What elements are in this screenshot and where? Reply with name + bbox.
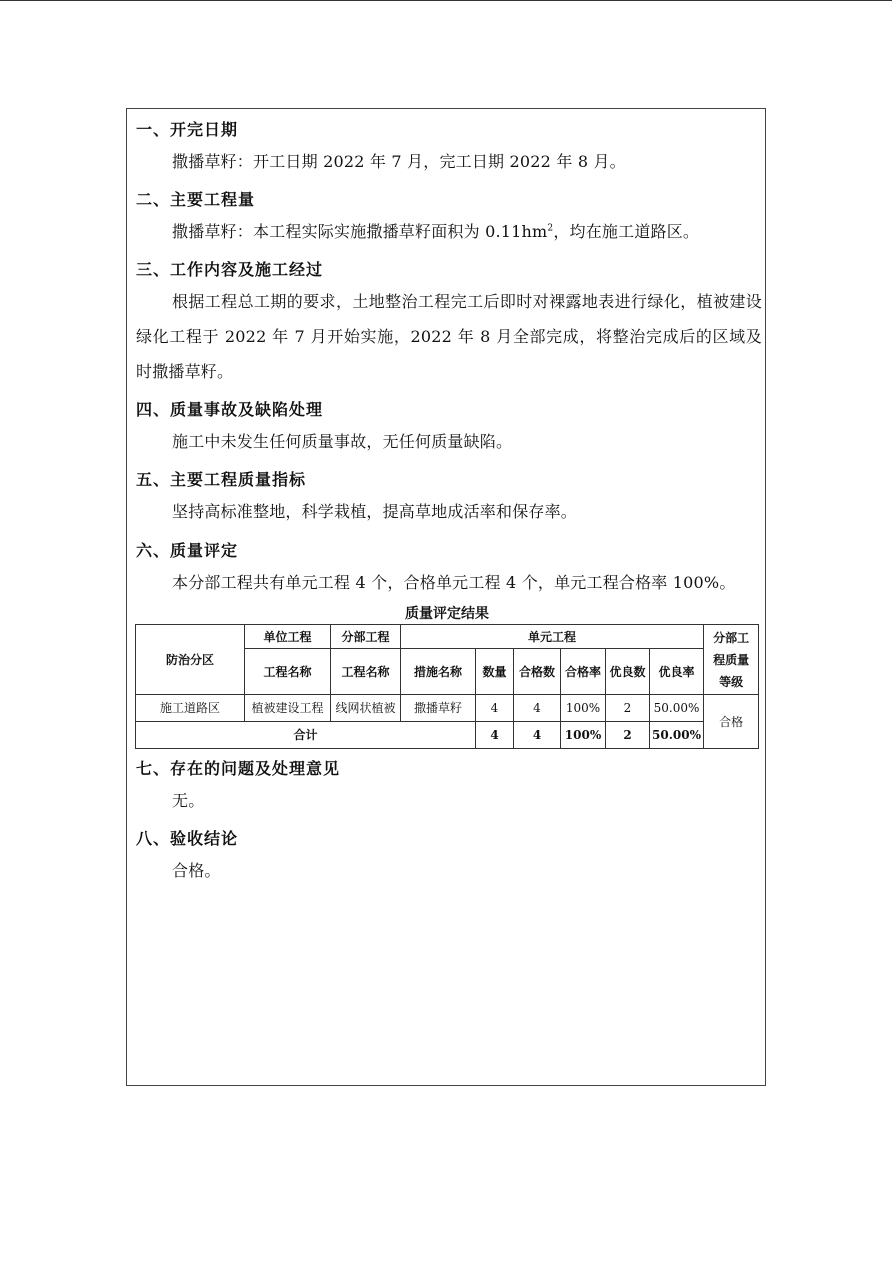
header-grade: 分部工程质量等级 [704, 625, 759, 695]
cell-excellent-rate: 50.00% [650, 695, 704, 722]
header-excellent-rate: 优良率 [650, 649, 704, 695]
section-text-process: 根据工程总工期的要求，土地整治工程完工后即时对裸露地表进行绿化，植被建设绿化工程于 2022 年 7 月开始实施，2022 年 8 月全部完成，将整治完成后的区域及时撒播草籽。 [136, 292, 762, 381]
section-text-issues: 无。 [172, 791, 205, 810]
header-project-name: 工程名称 [245, 649, 331, 695]
total-label: 合计 [136, 722, 476, 749]
quality-table [135, 624, 759, 749]
total-count: 4 [476, 722, 514, 749]
section-heading-quantity: 二、主要工程量 [136, 190, 256, 209]
section-heading-issues: 七、存在的问题及处理意见 [136, 759, 341, 778]
table-row [136, 695, 759, 722]
cell-measure: 撒播草籽 [401, 695, 476, 722]
total-excellent-rate: 50.00% [650, 722, 704, 749]
header-sub-name: 工程名称 [331, 649, 401, 695]
header-excellent: 优良数 [606, 649, 650, 695]
section-text-conclusion: 合格。 [172, 861, 221, 880]
quantity-sup: 2 [547, 223, 554, 234]
section-heading-defects: 四、质量事故及缺陷处理 [136, 400, 324, 419]
cell-project-name: 植被建设工程 [245, 695, 331, 722]
header-qualified-rate: 合格率 [561, 649, 606, 695]
section-text-quantity [136, 214, 762, 249]
cell-grade: 合格 [704, 695, 759, 749]
cell-qualified-rate: 100% [561, 695, 606, 722]
total-qualified: 4 [514, 722, 561, 749]
header-zone: 防治分区 [136, 625, 245, 695]
header-element-project: 单元工程 [401, 625, 704, 649]
section-text-indicators: 坚持高标准整地，科学栽植，提高草地成活率和保存率。 [172, 502, 578, 521]
cell-count: 4 [476, 695, 514, 722]
page-top-border [0, 0, 892, 1]
header-count: 数量 [476, 649, 514, 695]
header-measure: 措施名称 [401, 649, 476, 695]
total-excellent: 2 [606, 722, 650, 749]
table-header-row [136, 625, 759, 649]
cell-sub-name: 线网状植被 [331, 695, 401, 722]
header-unit-project: 单位工程 [245, 625, 331, 649]
section-heading-indicators: 五、主要工程质量指标 [136, 470, 307, 489]
header-sub-project: 分部工程 [331, 625, 401, 649]
section-text-dates: 撒播草籽：开工日期 2022 年 7 月，完工日期 2022 年 8 月。 [172, 152, 626, 171]
section-heading-process: 三、工作内容及施工经过 [136, 260, 324, 279]
section-text-evaluation: 本分部工程共有单元工程 4 个，合格单元工程 4 个，单元工程合格率 100%。 [172, 573, 736, 592]
cell-excellent: 2 [606, 695, 650, 722]
table-caption: 质量评定结果 [405, 606, 489, 622]
cell-qualified: 4 [514, 695, 561, 722]
section-heading-dates: 一、开完日期 [136, 120, 239, 139]
cell-zone: 施工道路区 [136, 695, 245, 722]
total-qualified-rate: 100% [561, 722, 606, 749]
section-heading-evaluation: 六、质量评定 [136, 541, 239, 560]
quantity-text-after: ，均在施工道路区。 [553, 222, 700, 241]
header-qualified: 合格数 [514, 649, 561, 695]
section-heading-conclusion: 八、验收结论 [136, 829, 239, 848]
quantity-text-before: 撒播草籽：本工程实际实施撒播草籽面积为 0.11hm [172, 222, 548, 241]
table-total-row [136, 722, 759, 749]
section-text-defects: 施工中未发生任何质量事故，无任何质量缺陷。 [172, 432, 513, 451]
